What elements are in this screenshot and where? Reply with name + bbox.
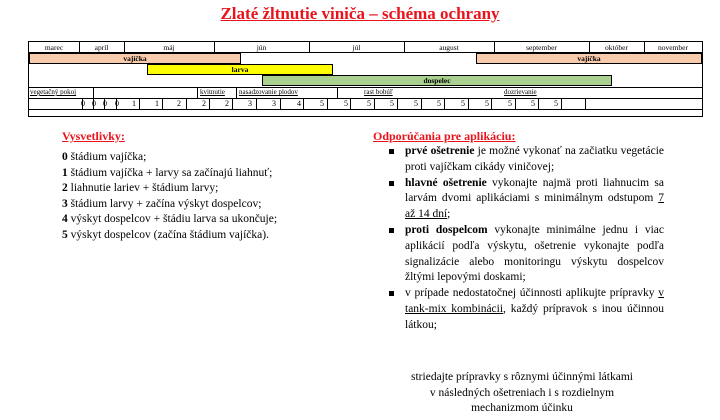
recommendation-item: proti dospelcom vykonajte minimálne jednu i viac aplikácií podľa výskytu, ošetrenie vykonajte podľa signalizácie alebo monitoringu výskytu dospelcov žltými lepovými doskami; (386, 223, 664, 286)
recommendations-title: Odporúčania pre aplikáciu: (373, 129, 516, 143)
recommendations-list (386, 144, 664, 334)
month-cell: september (526, 43, 557, 52)
legend-item: 2 liahnutie lariev + štádium larvy; (62, 182, 219, 195)
month-cell: august (439, 43, 459, 52)
stage-number: 4 (297, 99, 301, 108)
schedule-table (28, 41, 703, 117)
stage-number: 5 (344, 99, 348, 108)
stage-number: 0 (103, 99, 107, 108)
stage-number-row (29, 99, 702, 109)
stage-number: 3 (248, 99, 252, 108)
phase-label: dozrievanie (504, 88, 537, 96)
phase-label: nasadzovanie plodov (239, 88, 298, 96)
eggs-bar: vajíčka (29, 53, 241, 64)
stage-number: 2 (202, 99, 206, 108)
square-bullet-icon (389, 149, 394, 154)
stage-number: 2 (177, 99, 181, 108)
month-cell: júl (352, 43, 361, 52)
stage-number: 0 (92, 99, 96, 108)
recommendation-item: hlavné ošetrenie vykonajte najmä proti liahnucim sa larvám dvomi aplikáciami s minimálnym odstupom 7 až 14 dní; (386, 176, 664, 223)
stage-number: 5 (437, 99, 441, 108)
legend-list (62, 150, 342, 244)
stage-number: 5 (461, 99, 465, 108)
stage-number: 1 (155, 99, 159, 108)
stage-number: 3 (272, 99, 276, 108)
phase-label: kvitnutie (200, 88, 225, 96)
stage-number: 5 (367, 99, 371, 108)
recommendation-item: prvé ošetrenie je možné vykonať na začiatku vegetácie proti vajíčkam cikády viničovej; (386, 144, 664, 176)
stage-number: 0 (115, 99, 119, 108)
month-cell: marec (44, 43, 64, 52)
stage-number: 5 (531, 99, 535, 108)
stage-number: 5 (485, 99, 489, 108)
month-cell: október (605, 43, 628, 52)
stage-number: 0 (81, 99, 85, 108)
adult-bar: dospelec (262, 75, 612, 86)
legend-item: 4 výskyt dospelcov + štádiu larva sa ukončuje; (62, 213, 278, 226)
month-row (29, 42, 702, 52)
stage-number: 1 (132, 99, 136, 108)
larva-bar: larva (147, 64, 333, 75)
month-cell: jún (256, 43, 267, 52)
square-bullet-icon (389, 228, 394, 233)
legend-item: 0 štádium vajíčka; (62, 151, 147, 163)
stage-number: 5 (320, 99, 324, 108)
legend-item: 3 štádium larvy + začína výskyt dospelcov; (62, 197, 262, 210)
stage-number: 5 (508, 99, 512, 108)
eggs-bar: vajíčka (476, 53, 702, 64)
legend-title: Vysvetlivky: (62, 129, 125, 143)
month-cell: apríl (94, 43, 109, 52)
stage-number: 5 (554, 99, 558, 108)
phase-label: rast bobúľ (364, 88, 393, 96)
stage-number: 5 (390, 99, 394, 108)
square-bullet-icon (389, 291, 394, 296)
page-title: Zlaté žltnutie viniča – schéma ochrany (220, 4, 500, 23)
phase-label: vegetačný pokoj (30, 88, 77, 96)
stage-number: 2 (225, 99, 229, 108)
square-bullet-icon (389, 181, 394, 186)
legend-item: 1 štádium vajíčka + larvy sa začínajú liahnuť; (62, 166, 273, 179)
rotation-note: striedajte prípravky s rôznymi účinnými látkami v následných ošetreniach i s rozdielnym mechanizmom účinku (411, 371, 633, 415)
month-cell: máj (163, 43, 175, 52)
legend-item: 5 výskyt dospelcov (začína štádium vajíčka). (62, 228, 269, 241)
stage-number: 5 (414, 99, 418, 108)
recommendation-item: v prípade nedostatočnej účinnosti aplikujte prípravky v tank-mix kombinácii, každý prípravok s inou účinnou látkou; (386, 286, 664, 333)
month-cell: november (658, 43, 688, 52)
